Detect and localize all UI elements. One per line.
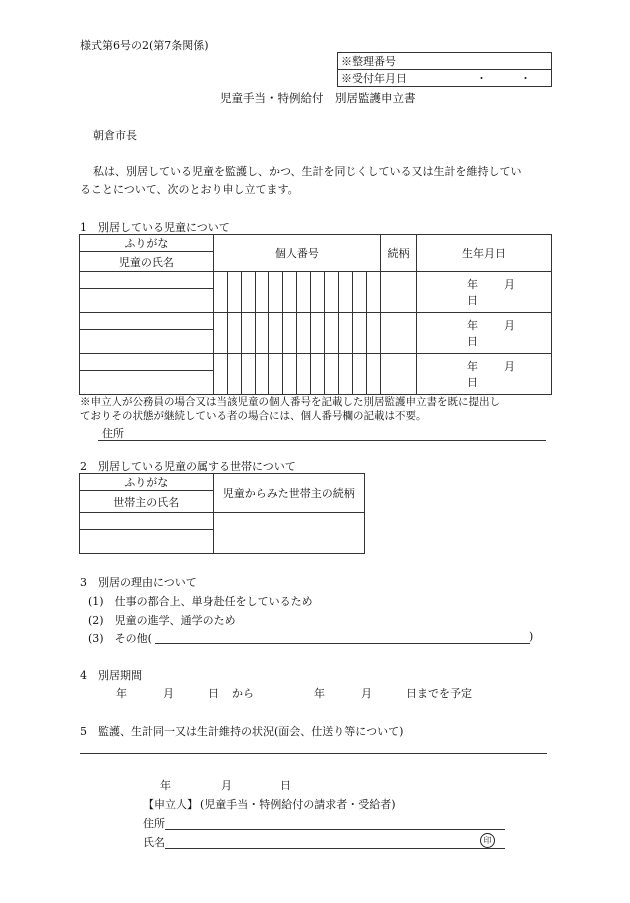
mynumber-digit[interactable]: [269, 313, 283, 354]
child-furigana-cell[interactable]: [80, 313, 214, 330]
mynumber-digit[interactable]: [213, 313, 227, 354]
household-header-relation: 児童からみた世帯主の続柄: [213, 474, 364, 513]
child-birthdate-cell[interactable]: 年 月日: [417, 354, 552, 395]
period-end-month: 月: [361, 687, 372, 700]
other-reason-line[interactable]: [155, 643, 530, 644]
section4-heading: 4 別居期間: [80, 669, 142, 682]
seal-mark: 印: [480, 833, 495, 848]
period-start-month: 月: [163, 687, 174, 700]
section2-heading: 2 別居している児童の属する世帯について: [80, 460, 296, 473]
child-address-label: 住所: [102, 427, 124, 440]
form-code: 様式第6号の2(第7条関係): [80, 39, 209, 52]
office-use-box: [337, 52, 552, 87]
child-birthdate-cell[interactable]: 年 月日: [417, 272, 552, 313]
children-table: [79, 234, 552, 395]
sign-year: 年: [160, 779, 171, 792]
mynumber-digit[interactable]: [297, 354, 311, 395]
mynumber-digit[interactable]: [269, 272, 283, 313]
applicant-desc: (児童手当・特例給付の請求者・受給者): [200, 798, 396, 811]
mynumber-digit[interactable]: [283, 272, 297, 313]
child-furigana-cell[interactable]: [80, 272, 214, 289]
mynumber-digit[interactable]: [227, 354, 241, 395]
mynumber-digit[interactable]: [325, 272, 339, 313]
period-until: 日までを予定: [406, 687, 472, 700]
note-line-1: ※申立人が公務員の場合又は当該児童の個人番号を記載した別居監護申立書を既に提出し: [80, 396, 500, 408]
period-from: から: [232, 687, 254, 700]
sign-day: 日: [280, 779, 291, 792]
note-line-2: ておりその状態が継続している者の場合には、個人番号欄の記載は不要。: [80, 410, 427, 422]
reason-option-3[interactable]: (3) その他(: [88, 632, 152, 645]
other-reason-close: ): [529, 630, 534, 643]
intro-line-1: 私は、別居している児童を監護し、かつ、生計を同じくしている又は生計を維持してい: [93, 165, 522, 178]
situation-line[interactable]: [80, 753, 547, 754]
child-birthdate-cell[interactable]: 年 月日: [417, 313, 552, 354]
applicant-name-line[interactable]: [165, 848, 505, 849]
mynumber-digit[interactable]: [325, 354, 339, 395]
household-table: [79, 473, 365, 554]
mynumber-digit[interactable]: [227, 313, 241, 354]
mynumber-digit[interactable]: [367, 354, 381, 395]
household-name-cell[interactable]: [80, 530, 214, 554]
sign-month: 月: [221, 779, 232, 792]
period-start-year: 年: [116, 687, 127, 700]
mynumber-digit[interactable]: [269, 354, 283, 395]
child-furigana-cell[interactable]: [80, 354, 214, 371]
child-relation-cell[interactable]: [381, 354, 417, 395]
applicant-address-label: 住所: [143, 817, 165, 830]
header-birthdate: 生年月日: [417, 235, 552, 272]
mynumber-digit[interactable]: [297, 313, 311, 354]
section5-heading: 5 監護、生計同一又は生計維持の状況(面会、仕送り等について): [80, 725, 404, 738]
mynumber-digit[interactable]: [325, 313, 339, 354]
period-end-year: 年: [314, 687, 325, 700]
mynumber-digit[interactable]: [311, 272, 325, 313]
header-relation: 続柄: [381, 235, 417, 272]
mynumber-digit[interactable]: [339, 354, 353, 395]
mynumber-digit[interactable]: [213, 272, 227, 313]
mynumber-digit[interactable]: [353, 272, 367, 313]
mynumber-digit[interactable]: [353, 354, 367, 395]
period-start-day: 日: [208, 687, 219, 700]
applicant-address-line[interactable]: [165, 829, 505, 830]
child-name-cell[interactable]: [80, 371, 214, 395]
reason-option-2[interactable]: (2) 児童の進学、通学のため: [88, 614, 236, 627]
office-reg-number: ※整理番号: [338, 53, 552, 70]
child-name-cell[interactable]: [80, 330, 214, 354]
household-header-furigana: ふりがな: [80, 474, 214, 491]
mynumber-digit[interactable]: [339, 313, 353, 354]
mynumber-digit[interactable]: [255, 313, 269, 354]
mynumber-digit[interactable]: [241, 313, 255, 354]
section3-heading: 3 別居の理由について: [80, 576, 197, 589]
intro-line-2: ることについて、次のとおり申し立てます。: [80, 183, 299, 196]
mynumber-digit[interactable]: [255, 272, 269, 313]
mynumber-digit[interactable]: [255, 354, 269, 395]
mynumber-digit[interactable]: [367, 272, 381, 313]
header-furigana: ふりがな: [80, 235, 214, 252]
household-header-name: 世帯主の氏名: [80, 491, 214, 513]
applicant-label: 【申立人】: [143, 798, 198, 811]
mynumber-digit[interactable]: [311, 354, 325, 395]
section1-heading: 1 別居している児童について: [80, 221, 230, 234]
child-relation-cell[interactable]: [381, 272, 417, 313]
mynumber-digit[interactable]: [283, 354, 297, 395]
mynumber-digit[interactable]: [353, 313, 367, 354]
mynumber-digit[interactable]: [311, 313, 325, 354]
mynumber-digit[interactable]: [241, 272, 255, 313]
reason-option-1[interactable]: (1) 仕事の都合上、単身赴任をしているため: [88, 595, 313, 608]
header-mynumber: 個人番号: [213, 235, 380, 272]
mynumber-digit[interactable]: [339, 272, 353, 313]
mynumber-digit[interactable]: [367, 313, 381, 354]
mynumber-digit[interactable]: [297, 272, 311, 313]
addressee: 朝倉市長: [93, 129, 137, 142]
mynumber-digit[interactable]: [283, 313, 297, 354]
applicant-name-label: 氏名: [143, 836, 165, 849]
child-relation-cell[interactable]: [381, 313, 417, 354]
household-furigana-cell[interactable]: [80, 513, 214, 530]
page-title: 児童手当・特例給付 別居監護申立書: [220, 91, 416, 105]
mynumber-digit[interactable]: [213, 354, 227, 395]
mynumber-digit[interactable]: [241, 354, 255, 395]
date-dots: ・ ・: [476, 72, 531, 85]
child-name-cell[interactable]: [80, 289, 214, 313]
office-received-date: ※受付年月日 ・ ・: [338, 70, 552, 87]
child-address-line[interactable]: [98, 440, 546, 441]
mynumber-digit[interactable]: [227, 272, 241, 313]
household-relation-cell[interactable]: [213, 513, 364, 554]
header-child-name: 児童の氏名: [80, 252, 214, 272]
